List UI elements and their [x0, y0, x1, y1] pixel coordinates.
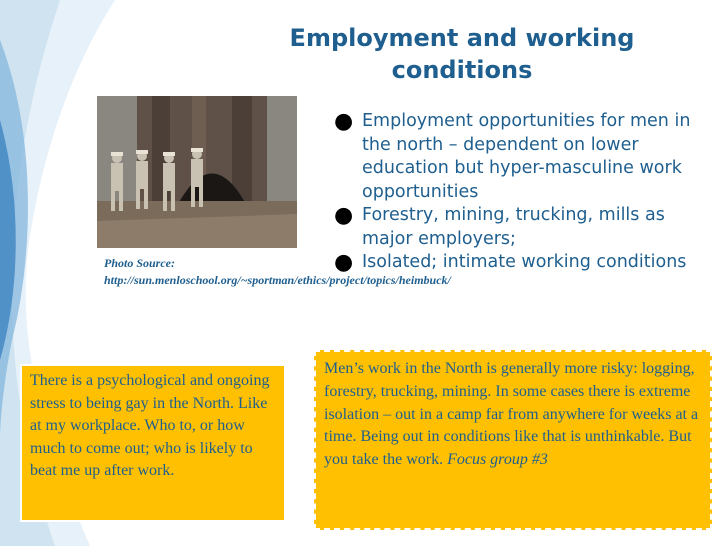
slide-title: Employment and working conditions: [289, 24, 635, 84]
bullet-text: Isolated; intimate working conditions: [362, 252, 687, 272]
bullet-item: [330, 204, 710, 251]
bullet-text: Employment opportunities for men in the north – dependent on lower education but hyper-masculine work opportunities: [362, 111, 691, 202]
bullet-list: [330, 110, 710, 275]
quote-citation: Focus group #3: [447, 451, 548, 469]
quote-box-right: [314, 350, 712, 530]
bullet-text: Forestry, mining, trucking, mills as major employers;: [362, 205, 665, 249]
quote-right-text: Men’s work in the North is generally more risky: logging, forestry, trucking, mining. In some cases there is extreme isolation – out in a camp far from anywhere for weeks at a time. Being out in conditions like that is unthinkable. But you take the work.: [324, 360, 699, 469]
bullet-dot-icon: ●: [334, 203, 354, 228]
bullet-dot-icon: ●: [334, 250, 354, 275]
loggers-photo: [97, 96, 297, 248]
bullet-dot-icon: ●: [334, 109, 354, 134]
photo-source-caption: Photo Source: http://sun.menloschool.org/~sportman/ethics/project/topics/heimbuck/: [104, 256, 451, 287]
quote-box-left: There is a psychological and ongoing stress to being gay in the North. Like at my workplace. Who to, or how much to come out; who is likely to beat me up after work.: [20, 364, 286, 522]
bullet-item: [330, 110, 710, 204]
bullet-item: [330, 251, 710, 275]
